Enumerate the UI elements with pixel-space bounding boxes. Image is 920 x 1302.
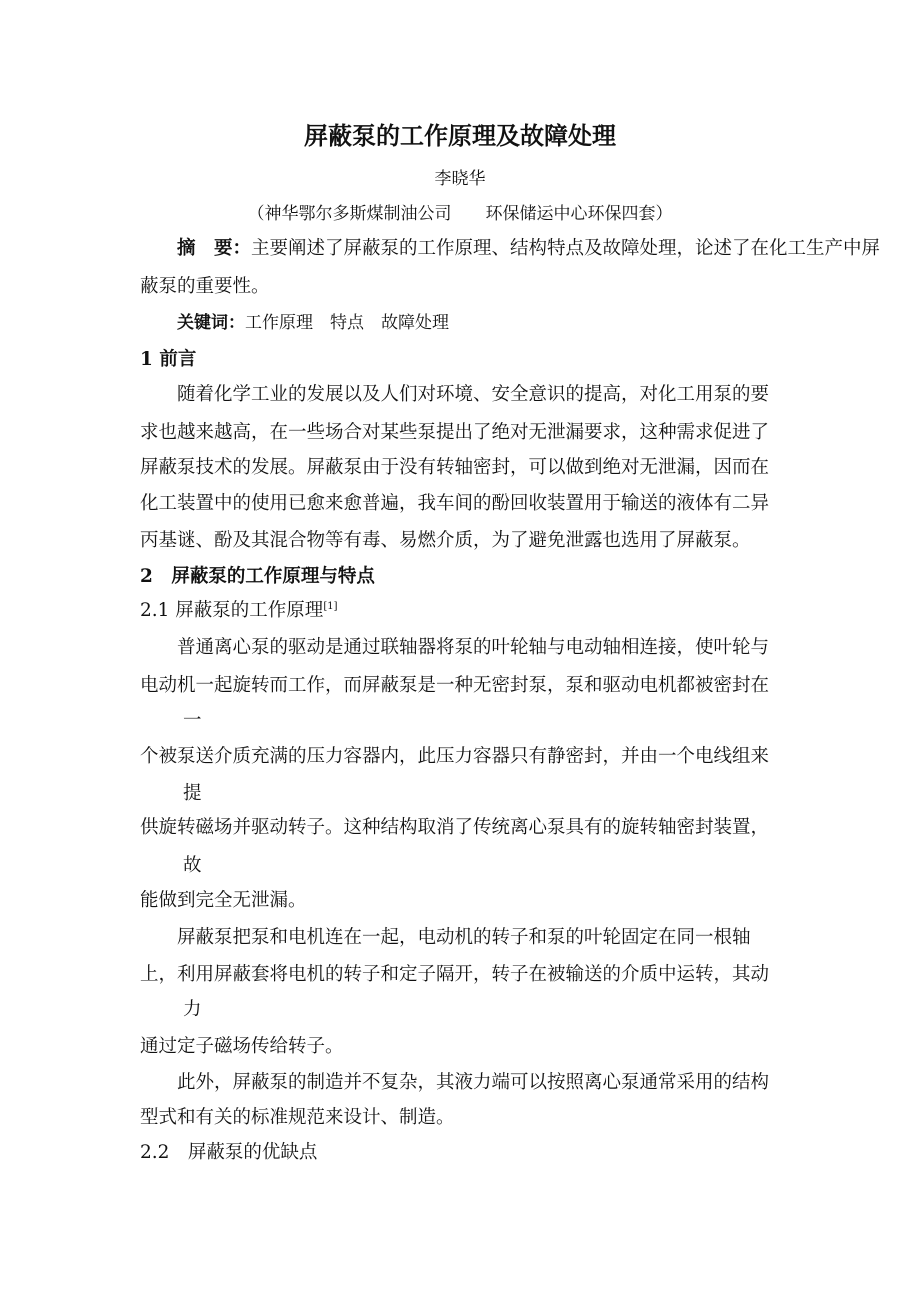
abstract-line: [177, 237, 880, 261]
paragraph-line: 屏蔽泵技术的发展。屏蔽泵由于没有转轴密封，可以做到绝对无泄漏，因而在: [140, 457, 770, 478]
section-heading: 2 屏蔽泵的工作原理与特点: [140, 566, 375, 587]
page-title: 屏蔽泵的工作原理及故障处理: [304, 121, 616, 150]
abstract-text: 主要阐述了屏蔽泵的工作原理、结构特点及故障处理，论述了在化工生产中屏: [251, 238, 881, 259]
keywords: [177, 311, 449, 335]
paragraph-line: 故: [183, 855, 202, 876]
paragraph-line: 普通离心泵的驱动是通过联轴器将泵的叶轮轴与电动轴相连接，使叶轮与: [177, 637, 770, 658]
paragraph-line: 此外，屏蔽泵的制造并不复杂，其液力端可以按照离心泵通常采用的结构: [177, 1072, 770, 1093]
paragraph-line: 求也越来越高，在一些场合对某些泵提出了绝对无泄漏要求，这种需求促进了: [140, 422, 770, 443]
paragraph-line: 个被泵送介质充满的压力容器内，此压力容器只有静密封，并由一个电线组来: [140, 746, 770, 767]
subsection-heading: [140, 599, 337, 623]
paragraph-line: 上，利用屏蔽套将电机的转子和定子隔开，转子在被输送的介质中运转，其动: [140, 964, 770, 985]
keywords-label: 关键词：: [177, 313, 245, 333]
subsection-heading: 2.2 屏蔽泵的优缺点: [140, 1142, 318, 1163]
keywords-text: 工作原理 特点 故障处理: [245, 313, 449, 333]
paragraph-line: 通过定子磁场传给转子。: [140, 1036, 344, 1057]
paragraph-line: 化工装置中的使用已愈来愈普遍，我车间的酚回收装置用于输送的液体有二异: [140, 493, 770, 514]
paragraph-line: 供旋转磁场并驱动转子。这种结构取消了传统离心泵具有的旋转轴密封装置，: [140, 817, 770, 838]
paragraph-line: 力: [183, 999, 202, 1020]
section-heading: 1 前言: [140, 349, 197, 370]
citation-ref: [1]: [323, 600, 338, 612]
paragraph-line: 随着化学工业的发展以及人们对环境、安全意识的提高，对化工用泵的要: [177, 384, 770, 405]
paragraph-line: 提: [183, 783, 202, 804]
paragraph-line: 电动机一起旋转而工作，而屏蔽泵是一种无密封泵，泵和驱动电机都被密封在: [140, 675, 770, 696]
paragraph-line: 屏蔽泵把泵和电机连在一起，电动机的转子和泵的叶轮固定在同一根轴: [177, 927, 751, 948]
paragraph-line: 丙基谜、酚及其混合物等有毒、易燃介质，为了避免泄露也选用了屏蔽泵。: [140, 530, 751, 551]
paragraph-line: 能做到完全无泄漏。: [140, 890, 307, 911]
abstract-label: 摘 要：: [177, 238, 252, 259]
affiliation: （神华鄂尔多斯煤制油公司 环保储运中心环保四套）: [247, 204, 673, 224]
abstract-line: 蔽泵的重要性。: [140, 276, 270, 297]
paragraph-line: 型式和有关的标准规范来设计、制造。: [140, 1107, 455, 1128]
subsection-title: 2.1 屏蔽泵的工作原理: [140, 600, 324, 621]
author: 李晓华: [434, 169, 486, 189]
paragraph-line: 一: [183, 710, 202, 731]
